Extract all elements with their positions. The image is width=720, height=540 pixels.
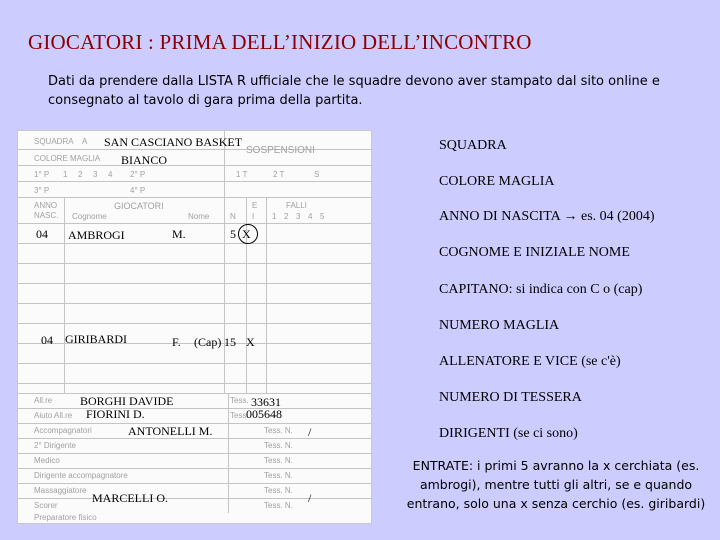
grid-line (266, 197, 267, 393)
label-preparatore: Preparatore fisico (34, 513, 97, 522)
grid-line (18, 165, 371, 166)
grid-line (18, 363, 371, 364)
label-num3: 3 (93, 170, 98, 179)
player1-initial: M. (172, 227, 186, 241)
legend-numero-tessera: NUMERO DI TESSERA (439, 390, 582, 405)
coach-name: BORGHI DAVIDE (80, 394, 174, 408)
manager1-name: ANTONELLI M. (128, 424, 213, 438)
grid-line (18, 323, 371, 324)
label-tess-n: Tess. N. (264, 471, 293, 480)
legend-entrate: ENTRATE: i primi 5 avranno la x cerchiata (es. ambrogi), mentre tutti gli altri, se e quando entrano, solo una x senza cerchio (es. giribardi) (406, 458, 706, 511)
manager2-name: MARCELLI O. (92, 491, 168, 505)
legend-squadra: SQUADRA (439, 138, 507, 153)
label-nasc: NASC. (34, 211, 59, 220)
label-e: E (252, 201, 258, 210)
intro-text: Dati da prendere dalla LISTA R ufficiale che le squadre devono aver stampato dal sito online e consegnato al tavolo di gara prima della partita. (48, 74, 660, 108)
scoresheet (17, 130, 372, 524)
grid-line (18, 303, 371, 304)
entry-circle (238, 224, 258, 244)
label-giocatori: GIOCATORI (114, 201, 164, 211)
grid-line (18, 468, 371, 469)
legend-numero-maglia: NUMERO MAGLIA (439, 318, 560, 333)
assistant-name: FIORINI D. (86, 407, 145, 421)
label-sospensioni: SOSPENSIONI (246, 145, 315, 156)
label-p2: 2° P (130, 170, 146, 179)
label-tess-n: Tess. N. (264, 441, 293, 450)
grid-line (18, 223, 371, 224)
legend-capitano: CAPITANO: si indica con C o (cap) (439, 282, 643, 297)
label-f1: 1 (272, 212, 277, 221)
grid-line (64, 197, 65, 393)
grid-line (18, 263, 371, 264)
grid-line (18, 283, 371, 284)
manager2-mark: / (308, 491, 312, 505)
grid-line (18, 408, 371, 409)
grid-line (18, 498, 371, 499)
grid-line (18, 197, 371, 198)
grid-line (18, 393, 371, 394)
player2-year: 04 (41, 333, 53, 347)
manager1-mark: / (308, 425, 312, 439)
label-tess-n: Tess. N. (264, 501, 293, 510)
legend-anno-nascita: ANNO DI NASCITA → es. 04 (2004) (439, 209, 655, 224)
label-all: All.re (34, 396, 53, 405)
label-tess-n: Tess. N. (264, 486, 293, 495)
legend-colore-maglia: COLORE MAGLIA (439, 174, 555, 189)
label-num1: 1 (63, 170, 68, 179)
label-squadra-letter: A (82, 137, 88, 146)
label-dirigente: 2° Dirigente (34, 441, 76, 450)
legend-cognome-nome: COGNOME E INIZIALE NOME (439, 245, 630, 260)
grid-line (224, 131, 225, 393)
label-tess-2: Tess. (230, 411, 249, 420)
assistant-license: 005648 (246, 407, 282, 421)
label-s: S (314, 170, 320, 179)
label-squadra: SQUADRA (34, 137, 74, 146)
label-p4: 4° P (130, 186, 146, 195)
grid-line (18, 453, 371, 454)
label-num4: 4 (108, 170, 113, 179)
label-num2: 2 (78, 170, 83, 179)
grid-line (18, 383, 371, 384)
player2-surname: GIRIBARDI (65, 332, 127, 346)
team-name: SAN CASCIANO BASKET (104, 135, 243, 149)
label-tess-n: Tess. N. (264, 426, 293, 435)
player1-entry: X (242, 227, 251, 241)
label-cognome: Cognome (72, 212, 107, 221)
label-f3: 3 (296, 212, 301, 221)
label-p3: 3° P (34, 186, 50, 195)
label-medico: Medico (34, 456, 60, 465)
player2-captain: (Cap) (194, 335, 222, 349)
label-i: I (252, 212, 255, 221)
player1-surname: AMBROGI (68, 228, 125, 242)
label-t1: 1 T (236, 170, 248, 179)
label-nome: Nome (188, 212, 210, 221)
player2-initial: F. (172, 335, 181, 349)
label-tess: Tess. (230, 396, 249, 405)
player2-entry: X (246, 335, 255, 349)
player1-number: 5 (230, 227, 236, 241)
legend-allenatore: ALLENATORE E VICE (se c'è) (439, 354, 621, 369)
grid-line (18, 243, 371, 244)
label-f2: 2 (284, 212, 289, 221)
label-n: N (230, 212, 236, 221)
label-t2: 2 T (273, 170, 285, 179)
page-title: GIOCATORI : PRIMA DELL’INIZIO DELL’INCONTRO (28, 30, 532, 54)
legend-dirigenti: DIRIGENTI (se ci sono) (439, 426, 578, 441)
player2-number: 15 (224, 335, 236, 349)
label-anno: ANNO (34, 201, 58, 210)
label-f5: 5 (320, 212, 325, 221)
label-accompagnatori: Accompagnatori (34, 426, 92, 435)
label-colore-maglia: COLORE MAGLIA (34, 154, 101, 163)
label-scorer: Scorer (34, 501, 58, 510)
label-falli: FALLI (286, 201, 307, 210)
grid-line (18, 181, 371, 182)
label-dir-accompagnatore: Dirigente accompagnatore (34, 471, 128, 480)
grid-line (18, 483, 371, 484)
label-f4: 4 (308, 212, 313, 221)
team-color: BIANCO (121, 153, 168, 167)
player1-year: 04 (36, 227, 48, 241)
grid-line (228, 393, 229, 513)
label-tess-n: Tess. N. (264, 456, 293, 465)
coach-license: 33631 (251, 395, 281, 409)
label-p1: 1° P (34, 170, 50, 179)
label-massaggiatore: Massaggiatore (34, 486, 87, 495)
label-aiuto-all: Aiuto All.re (34, 411, 73, 420)
